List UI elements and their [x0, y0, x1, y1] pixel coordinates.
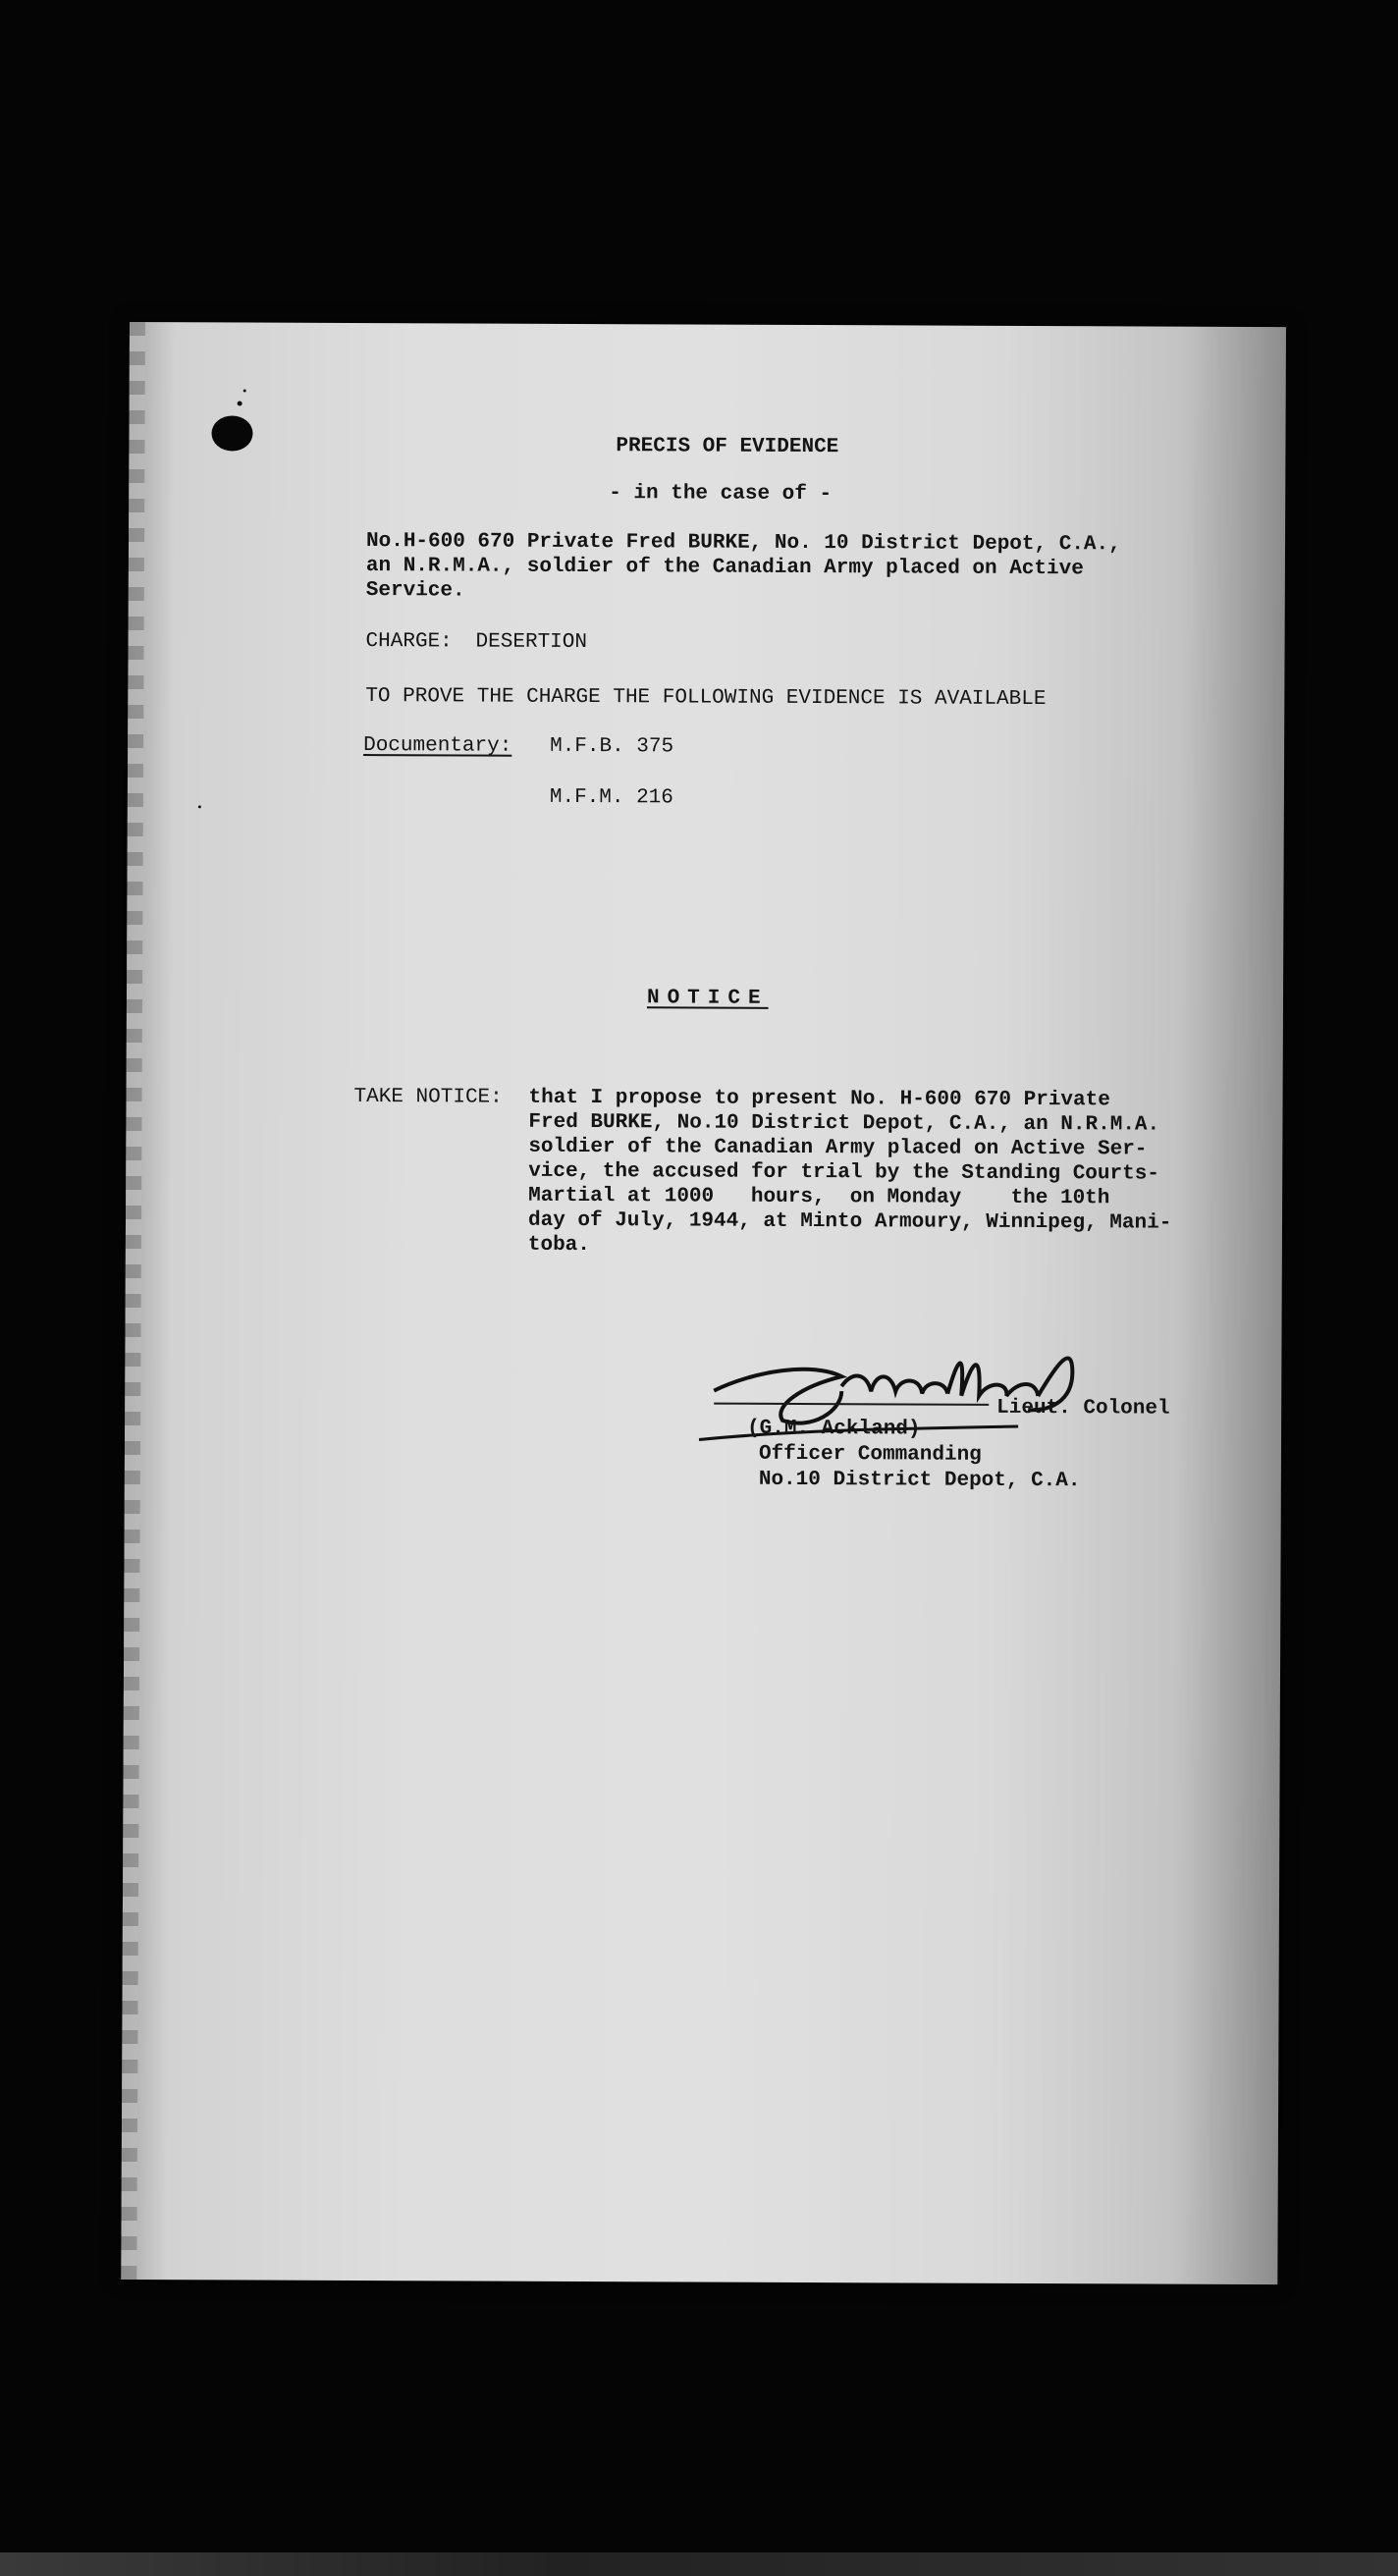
notice-heading: NOTICE: [646, 987, 769, 1010]
notice-line-2: Fred BURKE, No.10 District Depot, C.A., an N.R.M.A.: [528, 1110, 1160, 1137]
ink-speck: [198, 805, 201, 808]
evidence-intro: TO PROVE THE CHARGE THE FOLLOWING EVIDENCE IS AVAILABLE: [365, 685, 1047, 712]
ink-speck: [238, 401, 242, 405]
case-line-2: an N.R.M.A., soldier of the Canadian Army placed on Active: [365, 555, 1084, 581]
signer-name: (G.M. Ackland): [747, 1417, 921, 1441]
take-notice-label: TAKE NOTICE:: [353, 1086, 503, 1109]
signer-title: Officer Commanding: [758, 1442, 982, 1467]
documentary-item-1: M.F.B. 375: [550, 734, 674, 759]
scan-bottom-strip: [0, 2552, 1398, 2576]
documentary-label: Documentary:: [363, 734, 512, 758]
case-line-3: Service.: [365, 579, 465, 603]
charge-value: DESERTION: [475, 630, 588, 655]
charge-label: CHARGE:: [365, 630, 453, 654]
document-title: PRECIS OF EVIDENCE: [616, 435, 839, 459]
notice-line-7: toba.: [527, 1233, 590, 1258]
page-edge-shadow: [121, 322, 145, 2280]
notice-line-6: day of July, 1944, at Minto Armoury, Winnipeg, Mani-: [527, 1208, 1172, 1235]
documentary-item-2: M.F.M. 216: [549, 785, 673, 810]
case-line-1: No.H-600 670 Private Fred BURKE, No. 10 District Depot, C.A.,: [365, 530, 1121, 557]
notice-line-4: vice, the accused for trial by the Standing Courts-: [528, 1159, 1159, 1186]
signer-unit: No.10 District Depot, C.A.: [758, 1468, 1081, 1493]
punch-hole: [211, 415, 252, 451]
notice-line-1: that I propose to present No. H-600 670 Private: [528, 1086, 1110, 1112]
document-subtitle: - in the case of -: [609, 482, 833, 507]
notice-line-3: soldier of the Canadian Army placed on Active Ser-: [528, 1135, 1148, 1161]
notice-line-5: Martial at 1000 hours, on Monday the 10th: [528, 1184, 1110, 1210]
ink-speck: [243, 390, 246, 393]
signer-rank: Lieut. Colonel: [996, 1396, 1170, 1421]
document-page: [121, 322, 1286, 2284]
